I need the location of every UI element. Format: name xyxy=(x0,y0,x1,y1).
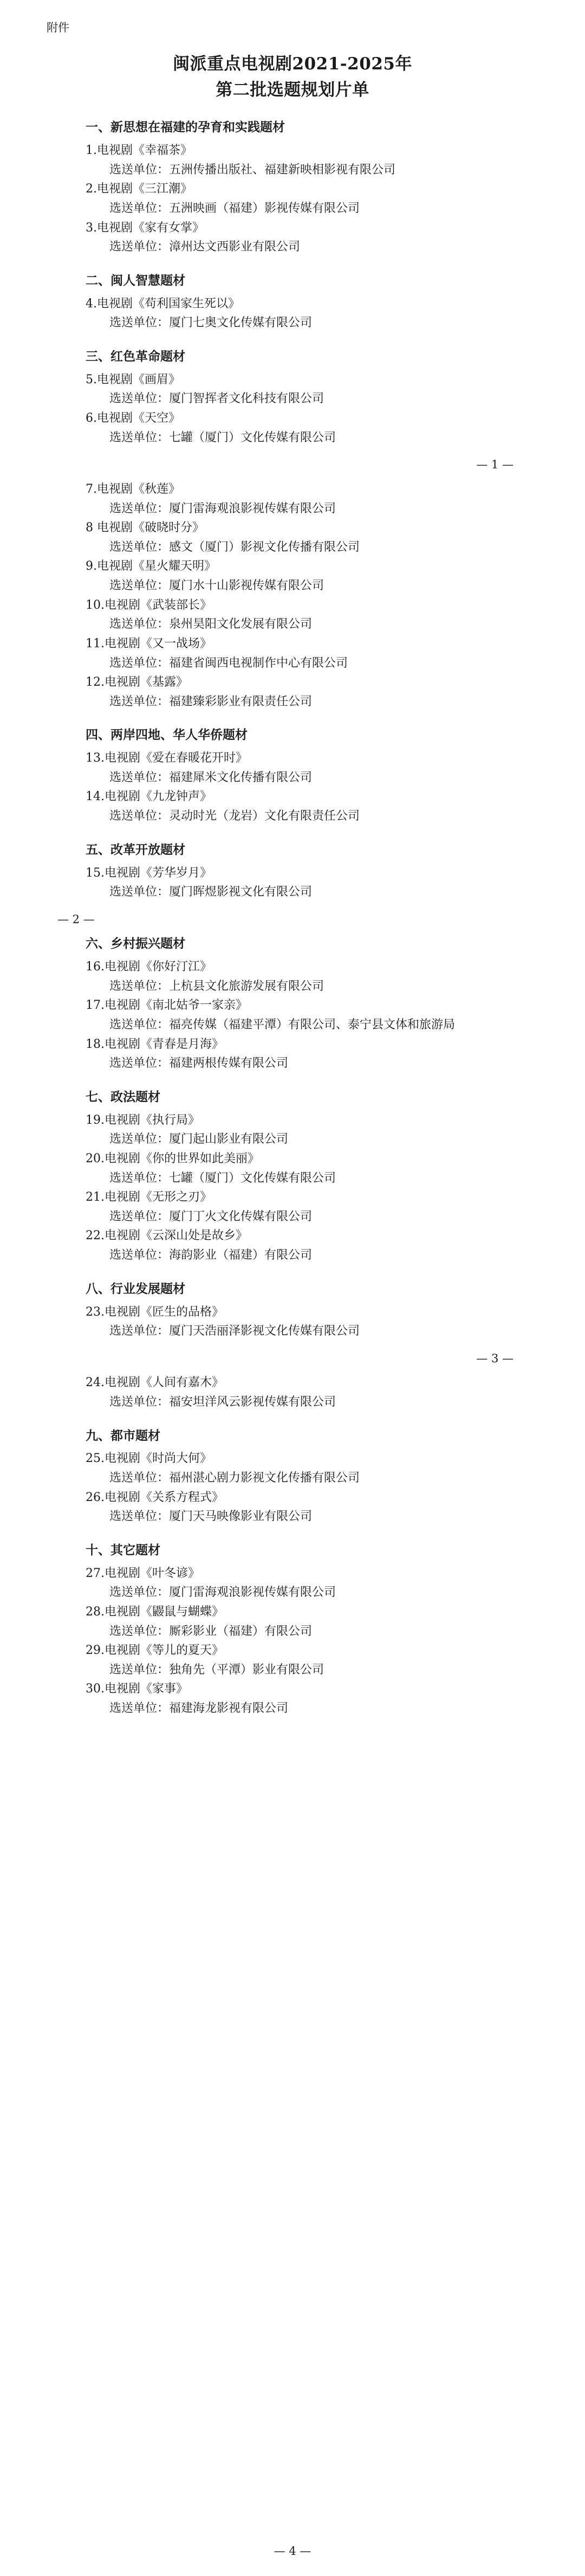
entry-title: 24.电视剧《人间有嘉木》 xyxy=(86,1376,224,1390)
entry-unit: 选送单位：感文（厦门）影视文化传播有限公司 xyxy=(109,540,360,554)
section-4 xyxy=(47,725,538,826)
entry-title: 17.电视剧《南北姑爷一家亲》 xyxy=(86,999,248,1013)
entry-unit: 选送单位：厮彩影业（福建）有限公司 xyxy=(109,1624,313,1638)
page-title-line-2: 第二批选题规划片单 xyxy=(216,80,369,100)
entry-title: 13.电视剧《爱在春暖花开时》 xyxy=(86,751,248,765)
entry-unit: 选送单位：独角先（平潭）影业有限公司 xyxy=(109,1663,324,1677)
section-heading: 三、红色革命题材 xyxy=(86,349,185,364)
page-title xyxy=(47,51,538,104)
list-item xyxy=(47,1679,538,1718)
entry-unit: 选送单位：福建两根传媒有限公司 xyxy=(109,1057,289,1071)
list-item xyxy=(47,787,538,826)
section-10 xyxy=(47,1541,538,1718)
entry-unit: 选送单位：五洲映画（福建）影视传媒有限公司 xyxy=(109,202,360,216)
entry-title: 27.电视剧《叶冬谚》 xyxy=(86,1566,200,1580)
entry-unit: 选送单位：上杭县文化旅游发展有限公司 xyxy=(109,979,324,993)
entry-title: 23.电视剧《匠生的品格》 xyxy=(86,1305,224,1319)
entry-unit: 选送单位：泉州昊阳文化发展有限公司 xyxy=(109,617,313,632)
section-heading: 五、改革开放题材 xyxy=(86,842,185,857)
entry-title: 2.电视剧《三江潮》 xyxy=(86,182,192,196)
list-item xyxy=(47,673,538,711)
section-7 xyxy=(47,1087,538,1265)
list-item xyxy=(47,1488,538,1527)
list-item xyxy=(47,480,538,518)
section-heading: 一、新思想在福建的孕育和实践题材 xyxy=(86,120,285,135)
entry-unit: 选送单位：福安坦洋风云影视传媒有限公司 xyxy=(109,1395,336,1409)
entry-title: 4.电视剧《苟利国家生死以》 xyxy=(86,297,240,311)
section-heading: 八、行业发展题材 xyxy=(86,1281,185,1296)
section-heading: 二、闽人智慧题材 xyxy=(86,273,185,288)
section-2 xyxy=(47,271,538,333)
section-6 xyxy=(47,934,538,1073)
page-number-4: — 4 — xyxy=(274,2545,311,2558)
list-item xyxy=(47,596,538,634)
section-heading: 九、都市题材 xyxy=(86,1428,160,1443)
list-item xyxy=(47,218,538,257)
entry-unit: 选送单位：厦门丁火文化传媒有限公司 xyxy=(109,1209,313,1223)
list-item xyxy=(47,1602,538,1641)
entry-title: 11.电视剧《又一战场》 xyxy=(86,636,212,651)
entry-unit: 选送单位：七罐（厦门）文化传媒有限公司 xyxy=(109,430,336,445)
entry-unit: 选送单位：漳州达文西影业有限公司 xyxy=(109,240,301,254)
entry-unit: 选送单位：厦门水十山影视传媒有限公司 xyxy=(109,579,324,593)
list-item xyxy=(47,749,538,787)
entry-unit: 选送单位：厦门起山影业有限公司 xyxy=(109,1132,289,1147)
entry-unit: 选送单位：五洲传播出版社、福建新映相影视有限公司 xyxy=(109,163,396,177)
section-heading: 四、两岸四地、华人华侨题材 xyxy=(86,727,248,743)
list-item xyxy=(47,1188,538,1226)
list-item xyxy=(47,179,538,218)
list-item xyxy=(47,1111,538,1149)
entry-title: 15.电视剧《芳华岁月》 xyxy=(86,866,212,880)
page-number-1: — 1 — xyxy=(476,458,514,472)
entry-unit: 选送单位：福州湛心剧力影视文化传播有限公司 xyxy=(109,1471,360,1485)
section-8-continued xyxy=(47,1373,538,1412)
list-item xyxy=(47,409,538,447)
entry-title: 1.电视剧《幸福茶》 xyxy=(86,144,192,158)
list-item xyxy=(47,1149,538,1188)
list-item xyxy=(47,1035,538,1073)
section-3 xyxy=(47,347,538,447)
attachment-label: 附件 xyxy=(47,21,69,34)
list-item xyxy=(47,141,538,179)
entry-title: 12.电视剧《基露》 xyxy=(86,675,188,690)
entry-title: 25.电视剧《时尚大何》 xyxy=(86,1452,212,1466)
entry-title: 26.电视剧《关系方程式》 xyxy=(86,1490,224,1504)
section-9 xyxy=(47,1426,538,1527)
entry-title: 28.电视剧《鼹鼠与蝴蝶》 xyxy=(86,1605,224,1619)
entry-title: 16.电视剧《你好汀江》 xyxy=(86,960,212,974)
page-number-3: — 3 — xyxy=(476,1351,514,1365)
entry-title: 6.电视剧《天空》 xyxy=(86,411,180,426)
list-item xyxy=(47,996,538,1034)
entry-unit: 选送单位：七罐（厦门）文化传媒有限公司 xyxy=(109,1171,336,1185)
entry-title: 19.电视剧《执行局》 xyxy=(86,1113,200,1127)
entry-title: 10.电视剧《武装部长》 xyxy=(86,598,212,612)
entry-unit: 选送单位：福亮传媒（福建平潭）有限公司、泰宁县文体和旅游局 xyxy=(109,1018,456,1032)
entry-title: 22.电视剧《云深山处是故乡》 xyxy=(86,1229,248,1243)
entry-unit: 选送单位：厦门智挥者文化科技有限公司 xyxy=(109,392,324,406)
list-item xyxy=(47,1303,538,1341)
entry-unit: 选送单位：厦门雷海观浪影视传媒有限公司 xyxy=(109,1586,336,1600)
section-8 xyxy=(47,1279,538,1341)
entry-title: 14.电视剧《九龙钟声》 xyxy=(86,790,212,804)
list-item xyxy=(47,957,538,996)
list-item xyxy=(47,864,538,902)
list-item xyxy=(47,370,538,409)
section-3-continued xyxy=(47,480,538,712)
list-item xyxy=(47,1226,538,1265)
entry-title: 30.电视剧《家事》 xyxy=(86,1682,188,1696)
entry-title: 7.电视剧《秋莲》 xyxy=(86,482,180,496)
entry-unit: 选送单位：福建臻彩影业有限责任公司 xyxy=(109,694,313,709)
entry-unit: 选送单位：厦门晖煜影视文化有限公司 xyxy=(109,885,313,899)
entry-unit: 选送单位：福建海龙影视有限公司 xyxy=(109,1702,289,1716)
section-5 xyxy=(47,840,538,902)
list-item xyxy=(47,557,538,595)
list-item xyxy=(47,1373,538,1412)
list-item xyxy=(47,1449,538,1487)
entry-title: 8 电视剧《破晓时分》 xyxy=(86,521,204,535)
entry-title: 29.电视剧《等儿的夏天》 xyxy=(86,1644,224,1658)
entry-unit: 选送单位：厦门雷海观浪影视传媒有限公司 xyxy=(109,501,336,516)
entry-title: 9.电视剧《星火耀天明》 xyxy=(86,559,216,574)
entry-title: 5.电视剧《画眉》 xyxy=(86,372,180,387)
entry-title: 18.电视剧《青春是月海》 xyxy=(86,1037,224,1051)
list-item xyxy=(47,518,538,557)
page-number-2: — 2 — xyxy=(57,912,95,926)
list-item xyxy=(47,1641,538,1679)
entry-unit: 选送单位：厦门天浩丽泽影视文化传媒有限公司 xyxy=(109,1324,360,1338)
entry-unit: 选送单位：福建犀米文化传播有限公司 xyxy=(109,770,313,784)
entry-unit: 选送单位：厦门七奥文化传媒有限公司 xyxy=(109,316,313,330)
list-item xyxy=(47,294,538,333)
list-item xyxy=(47,1564,538,1602)
section-heading: 六、乡村振兴题材 xyxy=(86,936,185,951)
section-heading: 七、政法题材 xyxy=(86,1089,160,1104)
section-1 xyxy=(47,118,538,257)
entry-title: 21.电视剧《无形之刃》 xyxy=(86,1190,212,1205)
section-heading: 十、其它题材 xyxy=(86,1542,160,1557)
entry-unit: 选送单位：海韵影业（福建）有限公司 xyxy=(109,1248,313,1263)
page-title-line-1: 闽派重点电视剧2021-2025年 xyxy=(173,54,412,74)
entry-unit: 选送单位：灵动时光（龙岩）文化有限责任公司 xyxy=(109,809,360,823)
entry-unit: 选送单位：厦门天马映像影业有限公司 xyxy=(109,1510,313,1524)
list-item xyxy=(47,634,538,673)
entry-unit: 选送单位：福建省闽西电视制作中心有限公司 xyxy=(109,656,348,670)
entry-title: 20.电视剧《你的世界如此美丽》 xyxy=(86,1151,259,1165)
entry-title: 3.电视剧《家有女掌》 xyxy=(86,221,204,235)
